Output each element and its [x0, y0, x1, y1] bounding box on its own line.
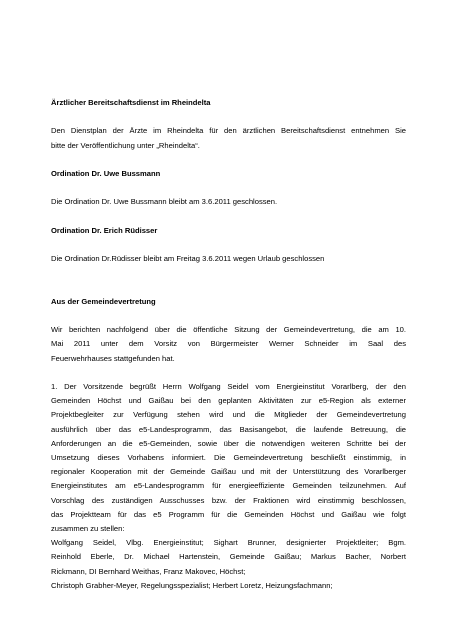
text-line: Die Ordination Dr. Uwe Bussmann bleibt am 3.6.2011 geschlossen. — [51, 197, 278, 207]
text-line: Projektbegleiter zur Verfügung stehen wird und die Mitglieder der Gemeindevertretung — [51, 410, 406, 420]
text-line: bitte der Veröffentlichung unter „Rheindelta“. — [51, 140, 200, 150]
paragraph-item-1 — [51, 380, 406, 593]
heading-ordination-bussmann: Ordination Dr. Uwe Bussmann — [51, 168, 161, 178]
text-line: Rickmann, DI Bernhard Weithas, Franz Makovec, Höchst; — [51, 566, 246, 576]
text-line: Feuerwehrhauses stattgefunden hat. — [51, 353, 175, 363]
spacer — [51, 266, 406, 294]
spacer — [51, 153, 406, 167]
heading-bereitschaftsdienst: Ärztlicher Bereitschaftsdienst im Rheindelta — [51, 98, 211, 107]
spacer — [51, 210, 406, 224]
paragraph-bereitschaftsdienst — [51, 124, 406, 152]
text-line: Gemeinden Höchst und Gaißau bei den geplanten Aktivitäten zur e5-Region als externer — [51, 396, 406, 406]
text-line: Energieinstitutes am e5-Landesprogramm für energieeffiziente Gemeinden teilzunehmen. Auf — [51, 481, 406, 491]
text-line: Vorschlag des zuständigen Ausschusses bzw. der Fraktionen wird einstimmig beschlossen, — [51, 495, 406, 505]
text-line: regionaler Kooperation mit der Gemeinde Gaißau und mit der Unterstützung des Vorarlberger — [51, 467, 406, 477]
paragraph-gemeindevertretung-intro — [51, 323, 406, 366]
spacer — [51, 309, 406, 323]
text-line: Die Ordination Dr.Rüdisser bleibt am Freitag 3.6.2011 wegen Urlaub geschlossen — [51, 254, 325, 264]
text-line: Mai 2011 unter dem Vorsitz von Bürgermeister Werner Schneider im Saal des — [51, 339, 406, 349]
document-body — [51, 96, 406, 593]
spacer — [51, 238, 406, 252]
text-line: das Projektteam für das e5 Programm für die Gemeinden Höchst und Gaißau wie folgt — [51, 509, 406, 519]
spacer — [51, 181, 406, 195]
paragraph-ordination-ruedisser — [51, 252, 406, 266]
text-line: Umsetzung dieses Vorhabens informiert. Die Gemeindevertretung beschließt einstimmig, in — [51, 452, 406, 462]
text-line: Den Dienstplan der Ärzte im Rheindelta für den ärztlichen Bereitschaftsdienst entnehmen Sie — [51, 126, 406, 136]
text-line: Wolfgang Seidel, Vlbg. Energieinstitut; Sighart Brunner, designierter Projektleiter; Bgm. — [51, 538, 406, 548]
spacer — [51, 366, 406, 380]
spacer — [51, 110, 406, 124]
heading-gemeindevertretung: Aus der Gemeindevertretung — [51, 296, 156, 306]
text-line: Christoph Grabher-Meyer, Regelungsspezialist; Herbert Loretz, Heizungsfachmann; — [51, 580, 333, 590]
text-line: 1. Der Vorsitzende begrüßt Herrn Wolfgang Seidel vom Energieinstitut Vorarlberg, der den — [51, 381, 406, 391]
text-line: zusammen zu stellen: — [51, 523, 125, 533]
text-line: Reinhold Eberle, Dr. Michael Hartenstein, Gemeinde Gaißau; Markus Bacher, Norbert — [51, 552, 406, 562]
heading-ordination-ruedisser: Ordination Dr. Erich Rüdisser — [51, 225, 158, 235]
text-line: ausführlich über das e5-Landesprogramm, das Basisangebot, die laufende Betreuung, die — [51, 424, 406, 434]
paragraph-ordination-bussmann — [51, 195, 406, 209]
text-line: Anforderungen an die e5-Gemeinden, sowie über die notwendigen weiteren Schritte bei der — [51, 438, 406, 448]
text-line: Wir berichten nachfolgend über die öffentliche Sitzung der Gemeindevertretung, die am 10. — [51, 325, 406, 335]
